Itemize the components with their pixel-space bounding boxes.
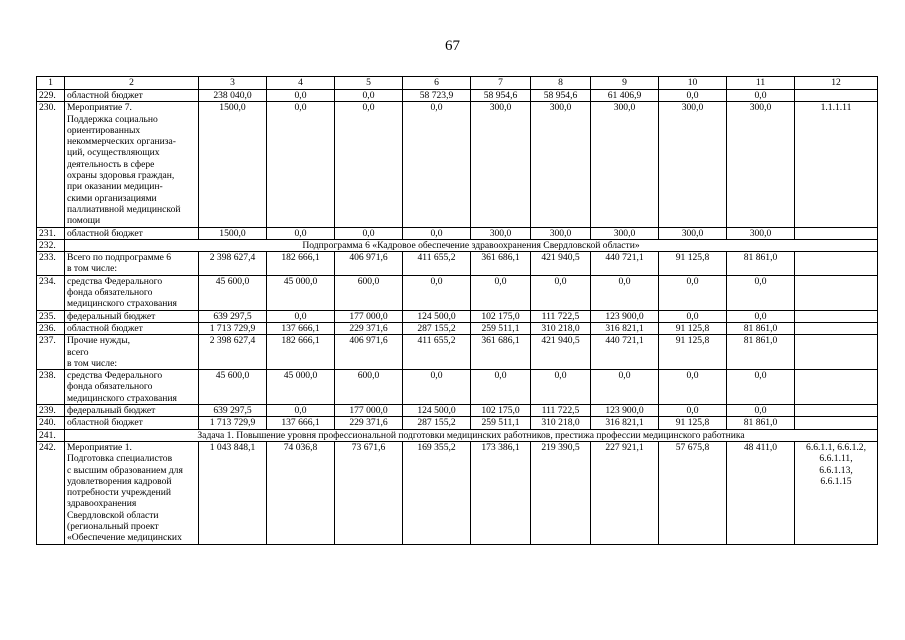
row-number: 235. bbox=[37, 310, 65, 322]
cell-value: 219 390,5 bbox=[531, 441, 591, 544]
cell-value: 361 686,1 bbox=[471, 252, 531, 276]
row-number: 234. bbox=[37, 275, 65, 310]
column-header: 5 bbox=[335, 77, 403, 90]
cell-value: 91 125,8 bbox=[659, 322, 727, 334]
column-header: 2 bbox=[65, 77, 199, 90]
cell-value: 45 600,0 bbox=[199, 370, 267, 405]
cell-value: 411 655,2 bbox=[403, 335, 471, 370]
column-header: 8 bbox=[531, 77, 591, 90]
column-header: 4 bbox=[267, 77, 335, 90]
row-number: 232. bbox=[37, 239, 65, 251]
cell-value: 300,0 bbox=[591, 227, 659, 239]
row-name: Мероприятие 7. Поддержка социально ориентированных некоммерческих организа- ций, осуществляющих деятельность в сфере охраны здоровья граждан, при оказании медицин- скими организациями паллиативной медицинской помощи bbox=[65, 102, 199, 227]
target-code bbox=[795, 227, 878, 239]
cell-value: 0,0 bbox=[267, 102, 335, 227]
cell-value: 300,0 bbox=[531, 102, 591, 227]
cell-value: 440 721,1 bbox=[591, 252, 659, 276]
cell-value: 45 000,0 bbox=[267, 275, 335, 310]
cell-value: 259 511,1 bbox=[471, 417, 531, 429]
cell-value: 111 722,5 bbox=[531, 405, 591, 417]
cell-value: 300,0 bbox=[727, 102, 795, 227]
cell-value: 182 666,1 bbox=[267, 252, 335, 276]
cell-value: 137 666,1 bbox=[267, 417, 335, 429]
target-code: 6.6.1.1, 6.6.1.2, 6.6.1.11, 6.6.1.13, 6.6.1.15 bbox=[795, 441, 878, 544]
cell-value: 74 036,8 bbox=[267, 441, 335, 544]
cell-value: 310 218,0 bbox=[531, 417, 591, 429]
cell-value: 177 000,0 bbox=[335, 310, 403, 322]
cell-value: 259 511,1 bbox=[471, 322, 531, 334]
table-row bbox=[37, 429, 878, 441]
cell-value: 123 900,0 bbox=[591, 310, 659, 322]
table-row bbox=[37, 370, 878, 405]
cell-value: 0,0 bbox=[727, 90, 795, 102]
cell-value: 0,0 bbox=[335, 227, 403, 239]
row-number: 236. bbox=[37, 322, 65, 334]
cell-value: 61 406,9 bbox=[591, 90, 659, 102]
cell-value: 361 686,1 bbox=[471, 335, 531, 370]
cell-value: 600,0 bbox=[335, 275, 403, 310]
cell-value: 300,0 bbox=[591, 102, 659, 227]
column-header: 7 bbox=[471, 77, 531, 90]
cell-value: 102 175,0 bbox=[471, 405, 531, 417]
cell-value: 73 671,6 bbox=[335, 441, 403, 544]
cell-value: 45 600,0 bbox=[199, 275, 267, 310]
cell-value: 111 722,5 bbox=[531, 310, 591, 322]
cell-value: 173 386,1 bbox=[471, 441, 531, 544]
cell-value: 229 371,6 bbox=[335, 322, 403, 334]
column-header: 12 bbox=[795, 77, 878, 90]
row-name: средства Федерального фонда обязательного медицинского страхования bbox=[65, 370, 199, 405]
row-name: Прочие нужды, всего в том числе: bbox=[65, 335, 199, 370]
table-row bbox=[37, 252, 878, 276]
cell-value: 0,0 bbox=[471, 370, 531, 405]
table-row bbox=[37, 227, 878, 239]
row-name: Всего по подпрограмме 6 в том числе: bbox=[65, 252, 199, 276]
section-title: Задача 1. Повышение уровня профессиональной подготовки медицинских работников, престижа профессии медицинского работника bbox=[65, 429, 878, 441]
cell-value: 0,0 bbox=[335, 102, 403, 227]
cell-value: 0,0 bbox=[471, 275, 531, 310]
cell-value: 0,0 bbox=[267, 310, 335, 322]
cell-value: 0,0 bbox=[727, 405, 795, 417]
row-name: Мероприятие 1. Подготовка специалистов с высшим образованием для удовлетворения кадровой потребности учреждений здравоохранения Свердловской области (региональный проект «Обеспечение медицинских bbox=[65, 441, 199, 544]
cell-value: 639 297,5 bbox=[199, 405, 267, 417]
cell-value: 169 355,2 bbox=[403, 441, 471, 544]
cell-value: 0,0 bbox=[659, 310, 727, 322]
cell-value: 600,0 bbox=[335, 370, 403, 405]
column-header: 6 bbox=[403, 77, 471, 90]
target-code bbox=[795, 252, 878, 276]
cell-value: 300,0 bbox=[659, 102, 727, 227]
row-number: 229. bbox=[37, 90, 65, 102]
row-number: 239. bbox=[37, 405, 65, 417]
cell-value: 45 000,0 bbox=[267, 370, 335, 405]
cell-value: 238 040,0 bbox=[199, 90, 267, 102]
table-row bbox=[37, 239, 878, 251]
column-header: 1 bbox=[37, 77, 65, 90]
table-row bbox=[37, 310, 878, 322]
cell-value: 300,0 bbox=[659, 227, 727, 239]
target-code: 1.1.1.11 bbox=[795, 102, 878, 227]
row-name: федеральный бюджет bbox=[65, 405, 199, 417]
target-code bbox=[795, 370, 878, 405]
target-code bbox=[795, 335, 878, 370]
row-number: 240. bbox=[37, 417, 65, 429]
cell-value: 91 125,8 bbox=[659, 252, 727, 276]
cell-value: 300,0 bbox=[471, 102, 531, 227]
cell-value: 81 861,0 bbox=[727, 322, 795, 334]
cell-value: 0,0 bbox=[659, 275, 727, 310]
cell-value: 0,0 bbox=[403, 275, 471, 310]
cell-value: 0,0 bbox=[727, 370, 795, 405]
cell-value: 182 666,1 bbox=[267, 335, 335, 370]
header-row bbox=[37, 77, 878, 90]
cell-value: 0,0 bbox=[403, 227, 471, 239]
section-title: Подпрограмма 6 «Кадровое обеспечение здравоохранения Свердловской области» bbox=[65, 239, 878, 251]
target-code bbox=[795, 417, 878, 429]
row-name: областной бюджет bbox=[65, 322, 199, 334]
table-row bbox=[37, 417, 878, 429]
cell-value: 316 821,1 bbox=[591, 417, 659, 429]
cell-value: 406 971,6 bbox=[335, 335, 403, 370]
cell-value: 177 000,0 bbox=[335, 405, 403, 417]
cell-value: 0,0 bbox=[267, 227, 335, 239]
cell-value: 440 721,1 bbox=[591, 335, 659, 370]
table-row bbox=[37, 90, 878, 102]
column-header: 9 bbox=[591, 77, 659, 90]
cell-value: 0,0 bbox=[335, 90, 403, 102]
cell-value: 300,0 bbox=[531, 227, 591, 239]
cell-value: 1500,0 bbox=[199, 102, 267, 227]
row-number: 242. bbox=[37, 441, 65, 544]
target-code bbox=[795, 405, 878, 417]
row-name: областной бюджет bbox=[65, 417, 199, 429]
target-code bbox=[795, 322, 878, 334]
row-name: областной бюджет bbox=[65, 227, 199, 239]
cell-value: 0,0 bbox=[531, 275, 591, 310]
cell-value: 0,0 bbox=[591, 275, 659, 310]
cell-value: 81 861,0 bbox=[727, 335, 795, 370]
table-row bbox=[37, 275, 878, 310]
cell-value: 58 954,6 bbox=[531, 90, 591, 102]
target-code bbox=[795, 90, 878, 102]
cell-value: 227 921,1 bbox=[591, 441, 659, 544]
cell-value: 0,0 bbox=[659, 405, 727, 417]
cell-value: 2 398 627,4 bbox=[199, 252, 267, 276]
cell-value: 81 861,0 bbox=[727, 417, 795, 429]
cell-value: 58 954,6 bbox=[471, 90, 531, 102]
row-number: 233. bbox=[37, 252, 65, 276]
cell-value: 0,0 bbox=[659, 370, 727, 405]
cell-value: 0,0 bbox=[727, 310, 795, 322]
cell-value: 81 861,0 bbox=[727, 252, 795, 276]
table-body bbox=[37, 90, 878, 545]
cell-value: 1 713 729,9 bbox=[199, 322, 267, 334]
cell-value: 0,0 bbox=[267, 405, 335, 417]
cell-value: 0,0 bbox=[403, 370, 471, 405]
row-name: областной бюджет bbox=[65, 90, 199, 102]
column-header: 3 bbox=[199, 77, 267, 90]
row-number: 230. bbox=[37, 102, 65, 227]
cell-value: 310 218,0 bbox=[531, 322, 591, 334]
table-row bbox=[37, 102, 878, 227]
cell-value: 48 411,0 bbox=[727, 441, 795, 544]
cell-value: 123 900,0 bbox=[591, 405, 659, 417]
row-name: средства Федерального фонда обязательного медицинского страхования bbox=[65, 275, 199, 310]
table-row bbox=[37, 335, 878, 370]
column-header: 10 bbox=[659, 77, 727, 90]
table-row bbox=[37, 322, 878, 334]
row-number: 241. bbox=[37, 429, 65, 441]
budget-table bbox=[36, 76, 878, 545]
table-row bbox=[37, 441, 878, 544]
cell-value: 0,0 bbox=[531, 370, 591, 405]
cell-value: 91 125,8 bbox=[659, 335, 727, 370]
cell-value: 58 723,9 bbox=[403, 90, 471, 102]
cell-value: 421 940,5 bbox=[531, 252, 591, 276]
cell-value: 0,0 bbox=[659, 90, 727, 102]
cell-value: 2 398 627,4 bbox=[199, 335, 267, 370]
cell-value: 1 043 848,1 bbox=[199, 441, 267, 544]
target-code bbox=[795, 275, 878, 310]
row-number: 238. bbox=[37, 370, 65, 405]
cell-value: 1500,0 bbox=[199, 227, 267, 239]
cell-value: 300,0 bbox=[727, 227, 795, 239]
table-row bbox=[37, 405, 878, 417]
table-header bbox=[37, 77, 878, 90]
cell-value: 287 155,2 bbox=[403, 417, 471, 429]
cell-value: 406 971,6 bbox=[335, 252, 403, 276]
row-number: 231. bbox=[37, 227, 65, 239]
target-code bbox=[795, 310, 878, 322]
cell-value: 124 500,0 bbox=[403, 310, 471, 322]
cell-value: 0,0 bbox=[591, 370, 659, 405]
cell-value: 316 821,1 bbox=[591, 322, 659, 334]
cell-value: 102 175,0 bbox=[471, 310, 531, 322]
cell-value: 300,0 bbox=[471, 227, 531, 239]
cell-value: 57 675,8 bbox=[659, 441, 727, 544]
cell-value: 0,0 bbox=[727, 275, 795, 310]
cell-value: 1 713 729,9 bbox=[199, 417, 267, 429]
cell-value: 411 655,2 bbox=[403, 252, 471, 276]
page-number: 67 bbox=[445, 38, 460, 54]
cell-value: 91 125,8 bbox=[659, 417, 727, 429]
cell-value: 0,0 bbox=[267, 90, 335, 102]
row-number: 237. bbox=[37, 335, 65, 370]
cell-value: 124 500,0 bbox=[403, 405, 471, 417]
cell-value: 229 371,6 bbox=[335, 417, 403, 429]
cell-value: 137 666,1 bbox=[267, 322, 335, 334]
row-name: федеральный бюджет bbox=[65, 310, 199, 322]
cell-value: 0,0 bbox=[403, 102, 471, 227]
cell-value: 421 940,5 bbox=[531, 335, 591, 370]
cell-value: 639 297,5 bbox=[199, 310, 267, 322]
column-header: 11 bbox=[727, 77, 795, 90]
cell-value: 287 155,2 bbox=[403, 322, 471, 334]
